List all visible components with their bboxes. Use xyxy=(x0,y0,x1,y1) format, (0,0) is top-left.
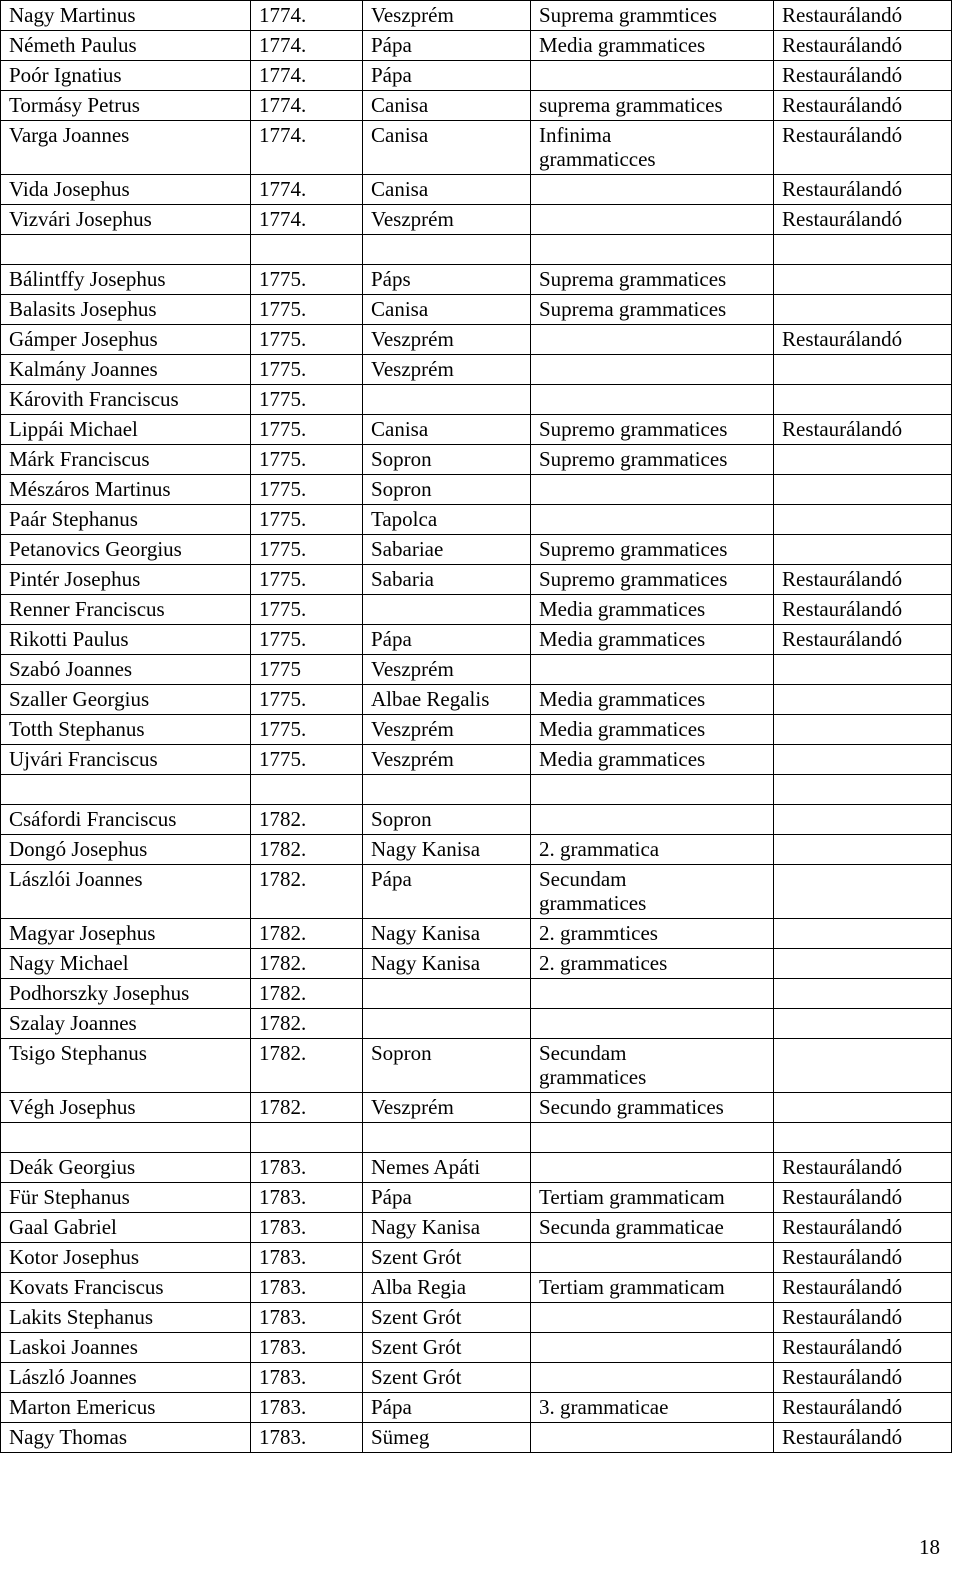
name-cell: Németh Paulus xyxy=(1,31,251,61)
table-row xyxy=(1,1303,952,1333)
class-cell: Secundam grammatices xyxy=(531,865,774,919)
class-cell: 2. grammatices xyxy=(531,949,774,979)
year-cell: 1774. xyxy=(251,61,363,91)
class-cell: Media grammatices xyxy=(531,715,774,745)
table-row xyxy=(1,655,952,685)
place-cell xyxy=(363,595,531,625)
status-cell xyxy=(774,475,952,505)
name-cell: Lakits Stephanus xyxy=(1,1303,251,1333)
place-cell: Páps xyxy=(363,265,531,295)
table-row xyxy=(1,1273,952,1303)
class-cell: Suprema grammatices xyxy=(531,265,774,295)
name-cell: Kalmány Joannes xyxy=(1,355,251,385)
year-cell: 1775. xyxy=(251,415,363,445)
class-cell xyxy=(531,175,774,205)
name-cell: Nagy Martinus xyxy=(1,1,251,31)
status-cell: Restaurálandó xyxy=(774,1183,952,1213)
status-cell xyxy=(774,385,952,415)
class-cell: Media grammatices xyxy=(531,685,774,715)
table-row xyxy=(1,919,952,949)
year-cell: 1774. xyxy=(251,31,363,61)
name-cell: Lippái Michael xyxy=(1,415,251,445)
name-cell: Renner Franciscus xyxy=(1,595,251,625)
class-cell: Supremo grammatices xyxy=(531,415,774,445)
place-cell xyxy=(363,1009,531,1039)
status-cell xyxy=(774,445,952,475)
place-cell: Veszprém xyxy=(363,745,531,775)
year-cell: 1782. xyxy=(251,1093,363,1123)
table-row xyxy=(1,775,952,805)
class-cell xyxy=(531,1363,774,1393)
place-cell: Veszprém xyxy=(363,1093,531,1123)
table-row xyxy=(1,1093,952,1123)
class-cell: 2. grammatica xyxy=(531,835,774,865)
class-cell: Infinima grammaticces xyxy=(531,121,774,175)
year-cell: 1782. xyxy=(251,1039,363,1093)
table-row xyxy=(1,745,952,775)
table-row xyxy=(1,91,952,121)
class-cell xyxy=(531,1009,774,1039)
status-cell: Restaurálandó xyxy=(774,1363,952,1393)
year-cell: 1775. xyxy=(251,565,363,595)
name-cell: Balasits Josephus xyxy=(1,295,251,325)
place-cell: Canisa xyxy=(363,121,531,175)
name-cell: Nagy Thomas xyxy=(1,1423,251,1453)
name-cell: Petanovics Georgius xyxy=(1,535,251,565)
year-cell xyxy=(251,1123,363,1153)
table-row xyxy=(1,625,952,655)
table-row xyxy=(1,355,952,385)
place-cell: Alba Regia xyxy=(363,1273,531,1303)
name-cell: Bálintffy Josephus xyxy=(1,265,251,295)
table-row xyxy=(1,175,952,205)
place-cell xyxy=(363,979,531,1009)
place-cell: Nagy Kanisa xyxy=(363,949,531,979)
year-cell: 1775. xyxy=(251,445,363,475)
status-cell xyxy=(774,295,952,325)
table-row xyxy=(1,1333,952,1363)
year-cell: 1775. xyxy=(251,535,363,565)
class-cell xyxy=(531,775,774,805)
class-cell xyxy=(531,325,774,355)
place-cell: Pápa xyxy=(363,1393,531,1423)
table-row xyxy=(1,1243,952,1273)
table-row xyxy=(1,205,952,235)
table-row xyxy=(1,949,952,979)
name-cell: Nagy Michael xyxy=(1,949,251,979)
year-cell: 1774. xyxy=(251,121,363,175)
table-row xyxy=(1,1153,952,1183)
year-cell: 1775. xyxy=(251,355,363,385)
name-cell: Mészáros Martinus xyxy=(1,475,251,505)
place-cell: Tapolca xyxy=(363,505,531,535)
class-cell xyxy=(531,205,774,235)
status-cell: Restaurálandó xyxy=(774,1213,952,1243)
place-cell: Sopron xyxy=(363,445,531,475)
place-cell: Canisa xyxy=(363,415,531,445)
place-cell: Szent Grót xyxy=(363,1363,531,1393)
table-row xyxy=(1,295,952,325)
status-cell: Restaurálandó xyxy=(774,415,952,445)
status-cell xyxy=(774,355,952,385)
status-cell xyxy=(774,949,952,979)
year-cell: 1782. xyxy=(251,919,363,949)
table-row xyxy=(1,865,952,919)
class-cell xyxy=(531,805,774,835)
class-cell: Suprema grammtices xyxy=(531,1,774,31)
place-cell: Sopron xyxy=(363,1039,531,1093)
place-cell: Nagy Kanisa xyxy=(363,835,531,865)
name-cell: Gaal Gabriel xyxy=(1,1213,251,1243)
status-cell: Restaurálandó xyxy=(774,1273,952,1303)
table-row xyxy=(1,1423,952,1453)
class-cell xyxy=(531,235,774,265)
name-cell xyxy=(1,775,251,805)
year-cell: 1783. xyxy=(251,1273,363,1303)
status-cell xyxy=(774,745,952,775)
place-cell: Sopron xyxy=(363,475,531,505)
place-cell: Canisa xyxy=(363,295,531,325)
place-cell: Sümeg xyxy=(363,1423,531,1453)
year-cell: 1783. xyxy=(251,1333,363,1363)
year-cell: 1783. xyxy=(251,1423,363,1453)
status-cell: Restaurálandó xyxy=(774,595,952,625)
year-cell: 1782. xyxy=(251,949,363,979)
class-cell xyxy=(531,505,774,535)
table-row xyxy=(1,235,952,265)
place-cell: Veszprém xyxy=(363,715,531,745)
table-row xyxy=(1,385,952,415)
place-cell: Veszprém xyxy=(363,325,531,355)
table-row xyxy=(1,715,952,745)
place-cell: Szent Grót xyxy=(363,1333,531,1363)
name-cell: Vizvári Josephus xyxy=(1,205,251,235)
place-cell: Pápa xyxy=(363,61,531,91)
year-cell: 1775. xyxy=(251,715,363,745)
name-cell: Podhorszky Josephus xyxy=(1,979,251,1009)
table-row xyxy=(1,31,952,61)
name-cell: Szalay Joannes xyxy=(1,1009,251,1039)
year-cell: 1775. xyxy=(251,295,363,325)
status-cell: Restaurálandó xyxy=(774,175,952,205)
table-row xyxy=(1,61,952,91)
name-cell: Károvith Franciscus xyxy=(1,385,251,415)
place-cell: Nagy Kanisa xyxy=(363,1213,531,1243)
table-row xyxy=(1,805,952,835)
class-cell: Supremo grammatices xyxy=(531,445,774,475)
year-cell: 1775. xyxy=(251,475,363,505)
table-row xyxy=(1,325,952,355)
status-cell: Restaurálandó xyxy=(774,1243,952,1273)
table-row xyxy=(1,1213,952,1243)
name-cell: Dongó Josephus xyxy=(1,835,251,865)
status-cell xyxy=(774,535,952,565)
name-cell: Szabó Joannes xyxy=(1,655,251,685)
class-cell xyxy=(531,1153,774,1183)
name-cell: Magyar Josephus xyxy=(1,919,251,949)
year-cell: 1783. xyxy=(251,1393,363,1423)
status-cell xyxy=(774,1039,952,1093)
place-cell: Nagy Kanisa xyxy=(363,919,531,949)
status-cell: Restaurálandó xyxy=(774,325,952,355)
year-cell: 1775. xyxy=(251,505,363,535)
year-cell: 1774. xyxy=(251,91,363,121)
place-cell: Veszprém xyxy=(363,355,531,385)
name-cell: Poór Ignatius xyxy=(1,61,251,91)
name-cell: László Joannes xyxy=(1,1363,251,1393)
status-cell: Restaurálandó xyxy=(774,1333,952,1363)
year-cell: 1775. xyxy=(251,685,363,715)
name-cell: Végh Josephus xyxy=(1,1093,251,1123)
name-cell: Für Stephanus xyxy=(1,1183,251,1213)
name-cell xyxy=(1,1123,251,1153)
place-cell: Nemes Apáti xyxy=(363,1153,531,1183)
class-cell: Media grammatices xyxy=(531,595,774,625)
status-cell: Restaurálandó xyxy=(774,1423,952,1453)
name-cell: Márk Franciscus xyxy=(1,445,251,475)
name-cell: Rikotti Paulus xyxy=(1,625,251,655)
status-cell: Restaurálandó xyxy=(774,1153,952,1183)
status-cell: Restaurálandó xyxy=(774,1,952,31)
class-cell xyxy=(531,475,774,505)
status-cell: Restaurálandó xyxy=(774,1303,952,1333)
place-cell xyxy=(363,235,531,265)
table-row xyxy=(1,265,952,295)
class-cell: Media grammatices xyxy=(531,31,774,61)
name-cell: Deák Georgius xyxy=(1,1153,251,1183)
status-cell: Restaurálandó xyxy=(774,565,952,595)
name-cell xyxy=(1,235,251,265)
status-cell xyxy=(774,805,952,835)
status-cell xyxy=(774,715,952,745)
status-cell xyxy=(774,1009,952,1039)
table-row xyxy=(1,415,952,445)
class-cell xyxy=(531,655,774,685)
status-cell: Restaurálandó xyxy=(774,1393,952,1423)
year-cell: 1775. xyxy=(251,625,363,655)
year-cell: 1775. xyxy=(251,325,363,355)
name-cell: Csáfordi Franciscus xyxy=(1,805,251,835)
table-row xyxy=(1,535,952,565)
place-cell: Sabariae xyxy=(363,535,531,565)
status-cell: Restaurálandó xyxy=(774,625,952,655)
table-row xyxy=(1,1183,952,1213)
class-cell: Suprema grammatices xyxy=(531,295,774,325)
status-cell xyxy=(774,505,952,535)
year-cell: 1774. xyxy=(251,175,363,205)
class-cell xyxy=(531,61,774,91)
table-row xyxy=(1,979,952,1009)
year-cell: 1783. xyxy=(251,1153,363,1183)
place-cell: Canisa xyxy=(363,175,531,205)
place-cell: Veszprém xyxy=(363,655,531,685)
status-cell xyxy=(774,835,952,865)
place-cell xyxy=(363,1123,531,1153)
table-row xyxy=(1,475,952,505)
class-cell xyxy=(531,979,774,1009)
place-cell: Pápa xyxy=(363,865,531,919)
name-cell: Pintér Josephus xyxy=(1,565,251,595)
class-cell: 2. grammtices xyxy=(531,919,774,949)
class-cell: Secundo grammatices xyxy=(531,1093,774,1123)
name-cell: Kotor Josephus xyxy=(1,1243,251,1273)
name-cell: Tsigo Stephanus xyxy=(1,1039,251,1093)
place-cell: Pápa xyxy=(363,31,531,61)
year-cell xyxy=(251,235,363,265)
status-cell xyxy=(774,235,952,265)
status-cell xyxy=(774,919,952,949)
place-cell xyxy=(363,775,531,805)
table-row xyxy=(1,1393,952,1423)
place-cell: Veszprém xyxy=(363,1,531,31)
status-cell xyxy=(774,265,952,295)
year-cell: 1774. xyxy=(251,1,363,31)
name-cell: Ujvári Franciscus xyxy=(1,745,251,775)
class-cell xyxy=(531,1243,774,1273)
name-cell: Gámper Josephus xyxy=(1,325,251,355)
year-cell: 1782. xyxy=(251,865,363,919)
year-cell: 1782. xyxy=(251,805,363,835)
table-row xyxy=(1,1123,952,1153)
class-cell xyxy=(531,385,774,415)
status-cell: Restaurálandó xyxy=(774,31,952,61)
table-row xyxy=(1,1039,952,1093)
class-cell: suprema grammatices xyxy=(531,91,774,121)
class-cell: Media grammatices xyxy=(531,625,774,655)
place-cell: Szent Grót xyxy=(363,1243,531,1273)
name-cell: Lászlói Joannes xyxy=(1,865,251,919)
name-cell: Vida Josephus xyxy=(1,175,251,205)
name-cell: Laskoi Joannes xyxy=(1,1333,251,1363)
table-row xyxy=(1,685,952,715)
status-cell: Restaurálandó xyxy=(774,61,952,91)
class-cell: Secundam grammatices xyxy=(531,1039,774,1093)
name-cell: Totth Stephanus xyxy=(1,715,251,745)
class-cell xyxy=(531,355,774,385)
class-cell xyxy=(531,1423,774,1453)
place-cell: Veszprém xyxy=(363,205,531,235)
name-cell: Tormásy Petrus xyxy=(1,91,251,121)
year-cell: 1783. xyxy=(251,1213,363,1243)
place-cell: Canisa xyxy=(363,91,531,121)
class-cell xyxy=(531,1123,774,1153)
name-cell: Kovats Franciscus xyxy=(1,1273,251,1303)
page-number: 18 xyxy=(919,1535,940,1559)
registry-body xyxy=(1,1,952,1453)
name-cell: Paár Stephanus xyxy=(1,505,251,535)
table-row xyxy=(1,565,952,595)
year-cell: 1783. xyxy=(251,1183,363,1213)
status-cell xyxy=(774,865,952,919)
table-row xyxy=(1,1009,952,1039)
year-cell: 1775 xyxy=(251,655,363,685)
place-cell xyxy=(363,385,531,415)
status-cell xyxy=(774,685,952,715)
class-cell xyxy=(531,1333,774,1363)
status-cell xyxy=(774,1123,952,1153)
class-cell: 3. grammaticae xyxy=(531,1393,774,1423)
year-cell xyxy=(251,775,363,805)
status-cell: Restaurálandó xyxy=(774,205,952,235)
status-cell xyxy=(774,655,952,685)
class-cell: Supremo grammatices xyxy=(531,565,774,595)
table-row xyxy=(1,1,952,31)
place-cell: Albae Regalis xyxy=(363,685,531,715)
year-cell: 1783. xyxy=(251,1243,363,1273)
place-cell: Sabaria xyxy=(363,565,531,595)
class-cell: Secunda grammaticae xyxy=(531,1213,774,1243)
place-cell: Szent Grót xyxy=(363,1303,531,1333)
status-cell xyxy=(774,1093,952,1123)
status-cell: Restaurálandó xyxy=(774,91,952,121)
place-cell: Pápa xyxy=(363,1183,531,1213)
status-cell: Restaurálandó xyxy=(774,121,952,175)
place-cell: Pápa xyxy=(363,625,531,655)
class-cell xyxy=(531,1303,774,1333)
table-row xyxy=(1,121,952,175)
table-row xyxy=(1,1363,952,1393)
name-cell: Szaller Georgius xyxy=(1,685,251,715)
status-cell xyxy=(774,775,952,805)
year-cell: 1775. xyxy=(251,265,363,295)
year-cell: 1775. xyxy=(251,745,363,775)
class-cell: Supremo grammatices xyxy=(531,535,774,565)
name-cell: Varga Joannes xyxy=(1,121,251,175)
place-cell: Sopron xyxy=(363,805,531,835)
year-cell: 1782. xyxy=(251,979,363,1009)
table-row xyxy=(1,445,952,475)
table-row xyxy=(1,505,952,535)
year-cell: 1783. xyxy=(251,1303,363,1333)
name-cell: Marton Emericus xyxy=(1,1393,251,1423)
year-cell: 1774. xyxy=(251,205,363,235)
year-cell: 1782. xyxy=(251,1009,363,1039)
table-row xyxy=(1,595,952,625)
year-cell: 1775. xyxy=(251,385,363,415)
status-cell xyxy=(774,979,952,1009)
year-cell: 1775. xyxy=(251,595,363,625)
class-cell: Tertiam grammaticam xyxy=(531,1183,774,1213)
class-cell: Media grammatices xyxy=(531,745,774,775)
table-row xyxy=(1,835,952,865)
year-cell: 1783. xyxy=(251,1363,363,1393)
year-cell: 1782. xyxy=(251,835,363,865)
class-cell: Tertiam grammaticam xyxy=(531,1273,774,1303)
